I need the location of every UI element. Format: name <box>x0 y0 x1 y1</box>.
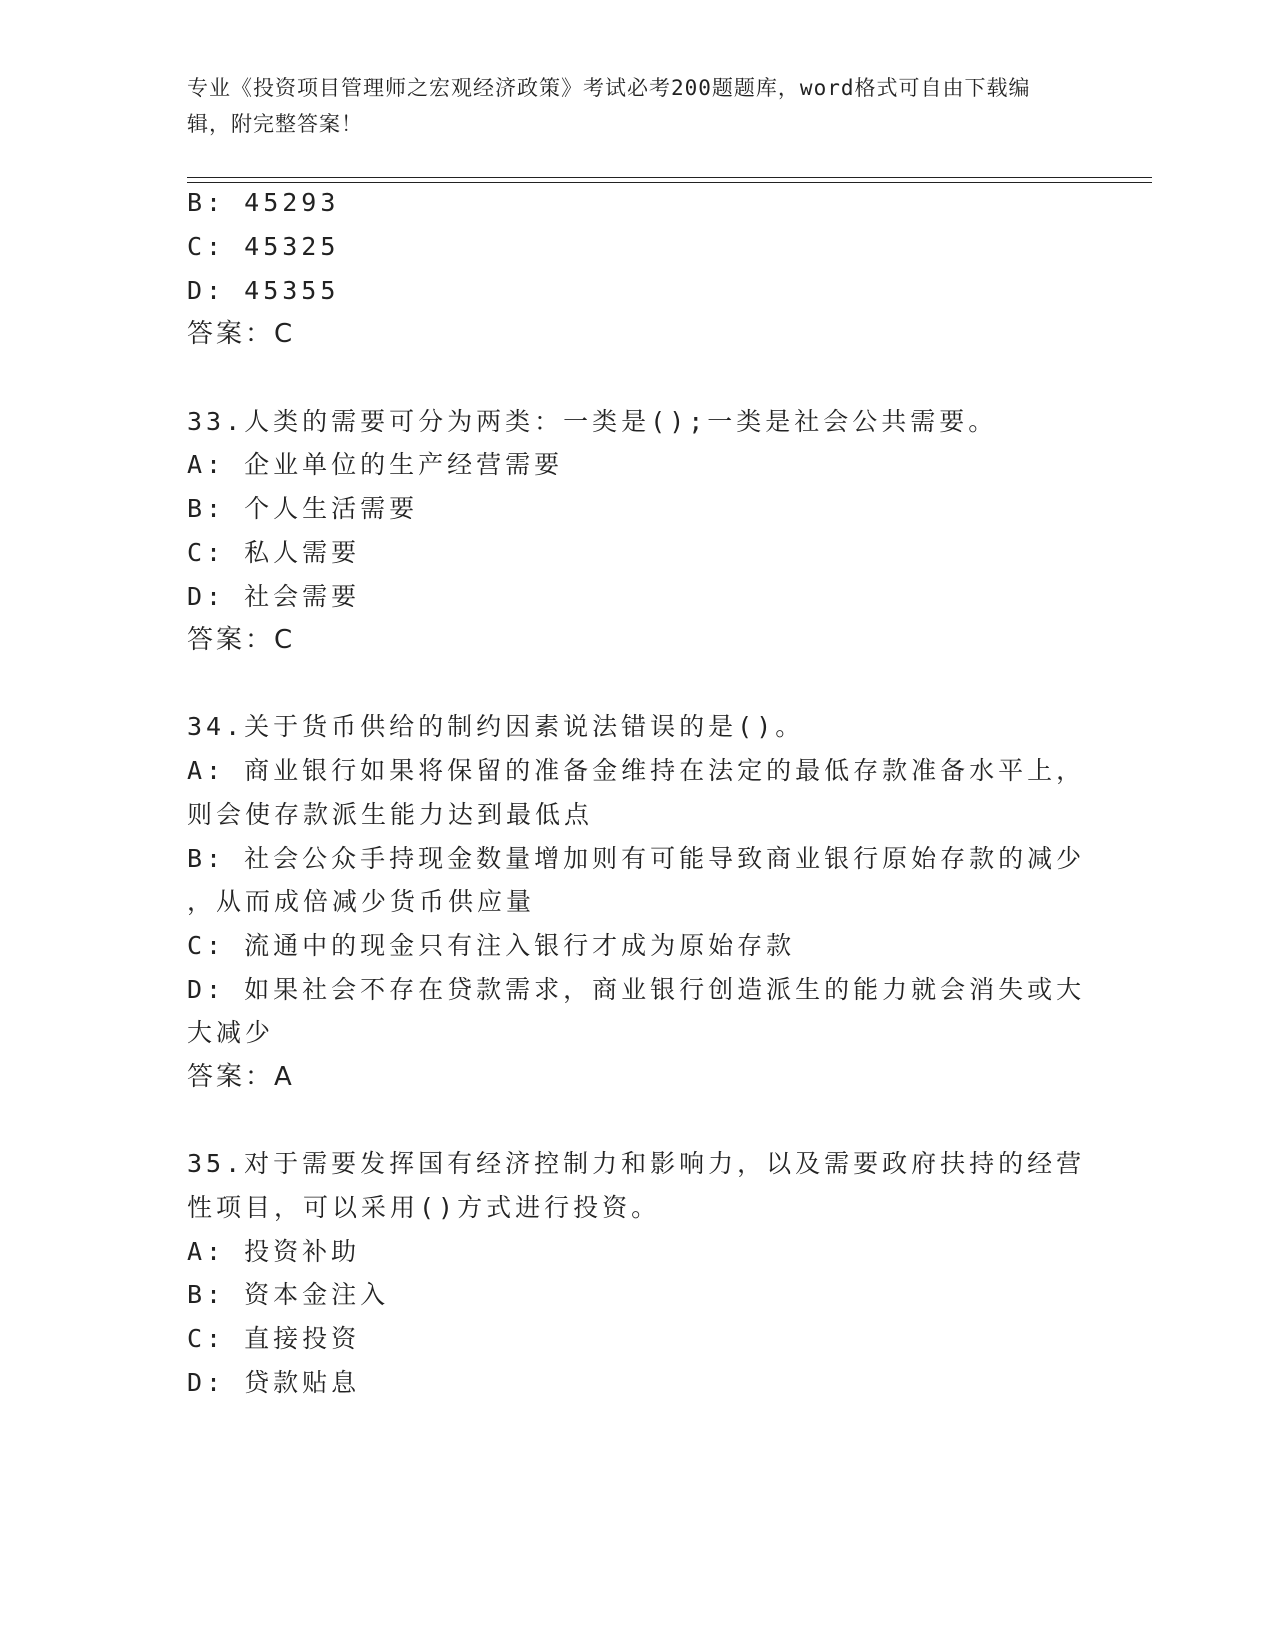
q34-option-d-line2: 大减少 <box>187 1018 275 1047</box>
q34-option-c: C: 流通中的现金只有注入银行才成为原始存款 <box>187 931 796 960</box>
q33-option-b: B: 个人生活需要 <box>187 494 419 523</box>
q35-question-line1: 35.对于需要发挥国有经济控制力和影响力，以及需要政府扶持的经营 <box>187 1149 1086 1178</box>
q33-option-a: A: 企业单位的生产经营需要 <box>187 450 564 479</box>
q32-option-d: D: 45355 <box>187 276 340 305</box>
q34-question: 34.关于货币供给的制约因素说法错误的是()。 <box>187 712 805 741</box>
q35-option-a: A: 投资补助 <box>187 1237 361 1266</box>
q33-question: 33.人类的需要可分为两类：一类是();一类是社会公共需要。 <box>187 407 998 436</box>
q34-option-a-line1: A: 商业银行如果将保留的准备金维持在法定的最低存款准备水平上， <box>187 756 1086 785</box>
q34-option-b-line2: ，从而成倍减少货币供应量 <box>187 887 536 916</box>
q32-option-c: C: 45325 <box>187 232 340 261</box>
q33-option-d: D: 社会需要 <box>187 582 361 611</box>
header-divider-top <box>187 177 1152 178</box>
q32-answer: 答案：C <box>187 319 296 349</box>
q32-option-b: B: 45293 <box>187 188 340 217</box>
q35-option-c: C: 直接投资 <box>187 1324 361 1353</box>
q35-question-line2: 性项目，可以采用()方式进行投资。 <box>187 1193 661 1222</box>
document-header: 专业《投资项目管理师之宏观经济政策》考试必考200题题库，word格式可自由下载编辑，附完整答案！ <box>187 76 1031 136</box>
q35-option-b: B: 资本金注入 <box>187 1280 390 1309</box>
q34-answer: 答案：A <box>187 1062 295 1092</box>
q33-option-c: C: 私人需要 <box>187 538 361 567</box>
q34-option-d-line1: D: 如果社会不存在贷款需求，商业银行创造派生的能力就会消失或大 <box>187 975 1086 1004</box>
header-divider-bottom <box>187 182 1152 183</box>
q35-option-d: D: 贷款贴息 <box>187 1368 361 1397</box>
q33-answer: 答案：C <box>187 625 296 655</box>
q34-option-b-line1: B: 社会公众手持现金数量增加则有可能导致商业银行原始存款的减少 <box>187 844 1086 873</box>
q34-option-a-line2: 则会使存款派生能力达到最低点 <box>187 800 594 829</box>
